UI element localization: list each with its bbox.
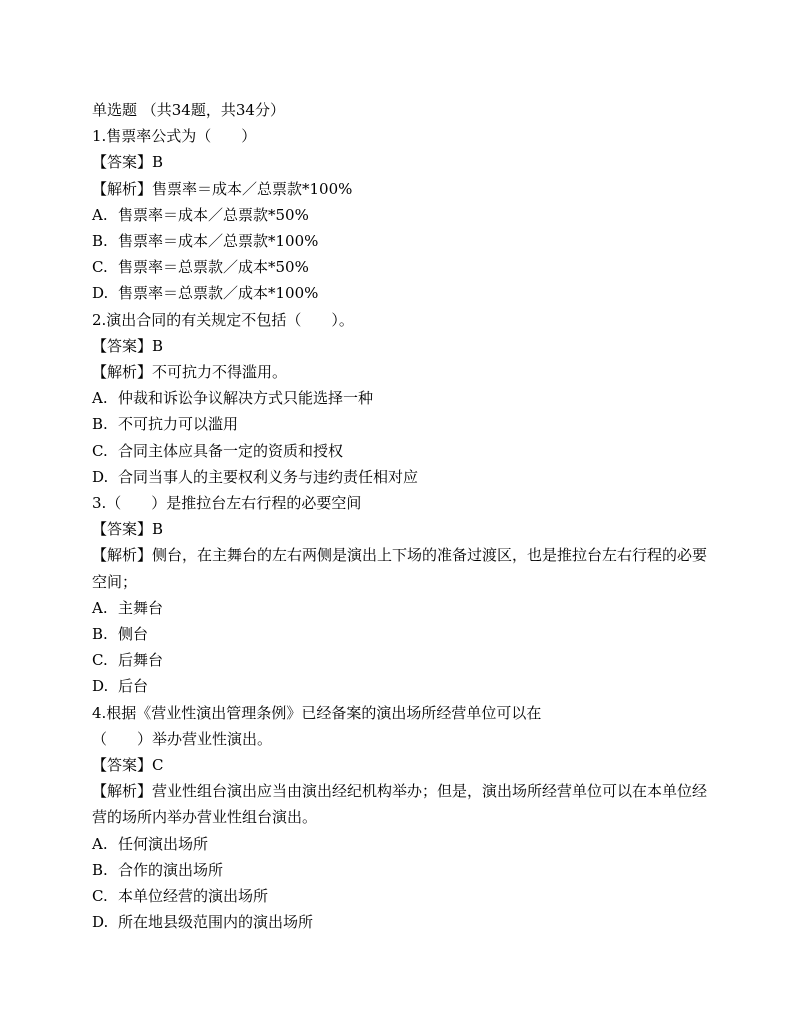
option-d [92,673,712,699]
analysis-line [92,359,712,385]
option-c [92,883,712,909]
question-stem: 3.（ ）是推拉台左右行程的必要空间 [92,494,362,513]
option-letter: B. [92,860,108,879]
option-letter: C. [92,258,108,277]
answer-label: 【答案】 [92,756,153,775]
option-letter: A. [92,598,108,617]
answer-value: B [152,336,164,355]
option-letter: C. [92,887,108,906]
option-text: 后舞台 [118,651,164,670]
analysis-text: 侧台，在主舞台的左右两侧是演出上下场的准备过渡区，也是推拉台左右行程的必要空间； [92,546,708,591]
question-4 [92,700,712,936]
option-text: 售票率＝成本／总票款*50% [118,205,309,224]
analysis-line [92,176,712,202]
analysis-label: 【解析】 [92,782,153,801]
option-letter: D. [92,284,109,303]
answer-value: C [152,756,164,775]
answer-line [92,752,712,778]
answer-label: 【答案】 [92,336,153,355]
option-text: 合同当事人的主要权利义务与违约责任相对应 [118,467,419,486]
option-a [92,595,712,621]
option-b [92,228,712,254]
question-2 [92,307,712,490]
option-a [92,831,712,857]
option-text: 主舞台 [118,598,164,617]
analysis-line [92,542,712,594]
option-letter: C. [92,441,108,460]
option-letter: C. [92,651,108,670]
option-b [92,621,712,647]
option-letter: D. [92,913,109,932]
option-letter: A. [92,205,108,224]
option-letter: B. [92,415,108,434]
option-d [92,464,712,490]
option-c [92,254,712,280]
question-1 [92,123,712,306]
option-text: 本单位经营的演出场所 [118,887,269,906]
option-letter: A. [92,389,108,408]
analysis-text: 售票率＝成本／总票款*100% [152,179,353,198]
question-stem: 1.售票率公式为（ ） [92,127,257,146]
option-text: 售票率＝总票款／成本*50% [118,258,309,277]
answer-label: 【答案】 [92,520,153,539]
answer-line [92,333,712,359]
option-letter: B. [92,625,108,644]
option-text: 所在地县级范围内的演出场所 [118,913,314,932]
option-d [92,280,712,306]
option-a [92,202,712,228]
analysis-text: 不可抗力不得滥用。 [152,363,288,382]
document-page [92,97,712,936]
answer-label: 【答案】 [92,153,153,172]
option-text: 侧台 [118,625,149,644]
section-title: 单选题 （共34题，共34分） [92,101,285,119]
option-text: 任何演出场所 [118,834,209,853]
option-letter: B. [92,232,108,251]
option-text: 售票率＝成本／总票款*100% [118,232,319,251]
answer-value: B [152,520,164,539]
option-b [92,411,712,437]
question-stem: 4.根据《营业性演出管理条例》已经备案的演出场所经营单位可以在（ ）举办营业性演出。 [92,703,542,748]
option-c [92,647,712,673]
option-text: 合作的演出场所 [118,860,224,879]
option-text: 售票率＝总票款／成本*100% [118,284,319,303]
option-d [92,909,712,935]
question-stem: 2.演出合同的有关规定不包括（ ）。 [92,310,354,329]
option-letter: D. [92,677,109,696]
option-b [92,857,712,883]
analysis-label: 【解析】 [92,546,153,565]
option-text: 不可抗力可以滥用 [118,415,239,434]
option-a [92,385,712,411]
question-3 [92,490,712,700]
option-text: 仲裁和诉讼争议解决方式只能选择一种 [118,389,374,408]
analysis-line [92,778,712,830]
option-text: 合同主体应具备一定的资质和授权 [118,441,344,460]
option-letter: D. [92,467,109,486]
option-c [92,438,712,464]
answer-line [92,516,712,542]
analysis-text: 营业性组台演出应当由演出经纪机构举办；但是，演出场所经营单位可以在本单位经营的场所内举办营业性组台演出。 [92,782,708,827]
option-text: 后台 [118,677,149,696]
option-letter: A. [92,834,108,853]
answer-line [92,149,712,175]
analysis-label: 【解析】 [92,179,153,198]
analysis-label: 【解析】 [92,363,153,382]
answer-value: B [152,153,164,172]
